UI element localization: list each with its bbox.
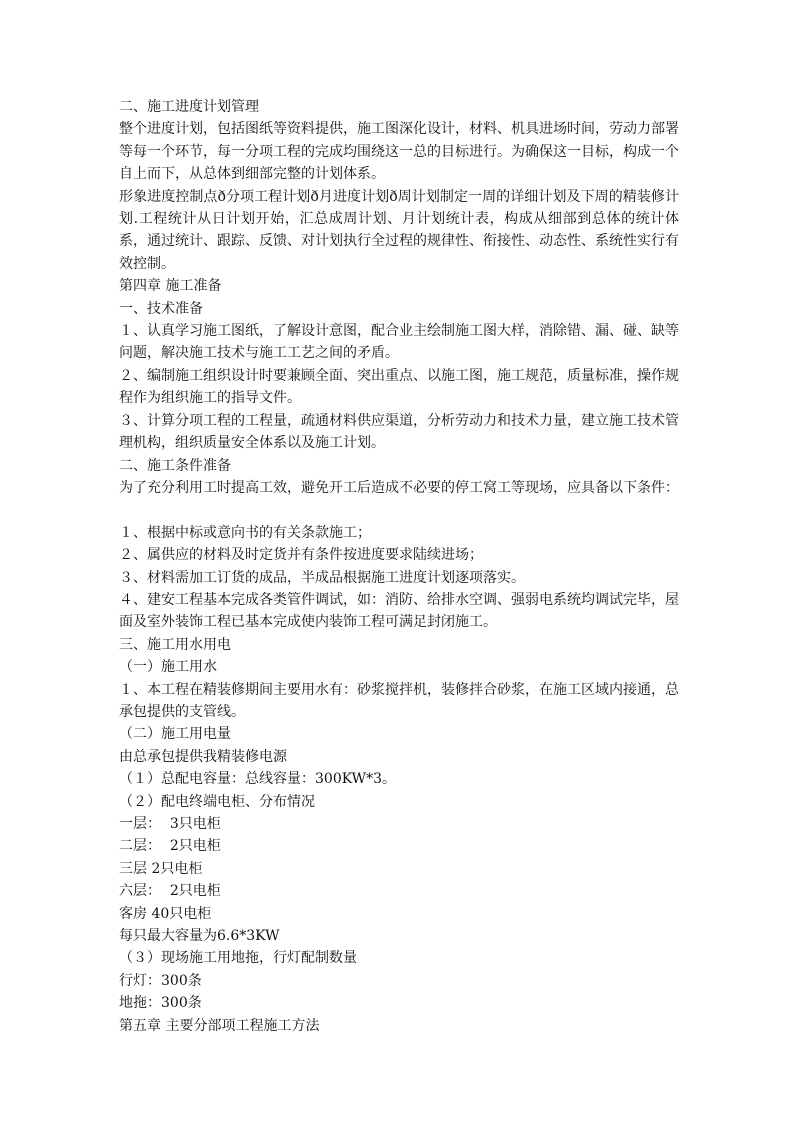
cable-count: 地拖：300条 [119,995,202,1012]
max-capacity-text: 每只最大容量为6.6*3KW [119,928,280,945]
subsection-heading-power: （二）施工用电量 [119,726,231,743]
blank-line [119,499,679,521]
chapter-title-preparation: 第四章 施工准备 [119,278,222,295]
section-heading-condition-prep: 二、施工条件准备 [119,457,231,474]
section-heading-technical-prep: 一、技术准备 [119,300,203,317]
document-page [119,96,679,1037]
guest-room-cabinets: 客房 40只电柜 [119,905,212,922]
chapter-title-construction-methods: 第五章 主要分部项工程施工方法 [119,1017,320,1034]
lamp-count: 行灯：300条 [119,972,202,989]
list-item-tech-3: ３、计算分项工程的工程量，疏通材料供应渠道，分析劳动力和技术力量，建立施工技术管理机构，组织质量安全体系以及施工计划。 [119,412,679,452]
list-item-water-1: １、本工程在精装修期间主要用水有：砂浆搅拌机，装修拌合砂浆，在施工区域内接通，总承包提供的支管线。 [119,681,679,720]
floor-6-cabinets: 六层： 2只电柜 [119,883,221,900]
list-item-power-1: （１）总配电容量：总线容量：300KW*3。 [119,771,396,788]
section-heading-water-power: 三、施工用水用电 [119,636,231,653]
list-item-tech-1: １、认真学习施工图纸，了解设计意图，配合业主绘制施工图大样，消除错、漏、碰、缺等问题，解决施工技术与施工工艺之间的矛盾。 [119,323,679,362]
list-item-tech-2: ２、编制施工组织设计时要兼顾全面、突出重点、以施工图，施工规范，质量标准，操作规程作为组织施工的指导文件。 [119,367,679,407]
paragraph-condition-intro: 为了充分利用工时提高工效，避免开工后造成不必要的停工窝工等现场，应具备以下条件： [119,479,679,496]
paragraph-progress-control: 形象进度控制点ð分项工程计划ð月进度计划ð周计划制定一周的详细计划及下周的精装修计划.工程统计从日计划开始，汇总成周计划、月计划统计表，构成从细部到总体的统计体系，通过统计、跟踪、反馈、对计划执行全过程的规律性、衔接性、动态性、系统性实行有效控制。 [119,188,679,272]
floor-2-cabinets: 二层： 2只电柜 [119,838,221,855]
paragraph-schedule-plan: 整个进度计划，包括图纸等资料提供，施工图深化设计，材料、机具进场时间，劳动力部署等每一个环节，每一分项工程的完成均围绕这一总的目标进行。为确保这一目标，构成一个自上而下，从总体到细部完整的计划体系。 [119,121,679,183]
list-item-power-2: （２）配电终端电柜、分布情况 [119,793,315,810]
list-item-cond-2: ２、属供应的材料及时定货并有条件按进度要求陆续进场； [119,547,483,564]
section-heading-schedule-management: 二、施工进度计划管理 [119,99,259,115]
floor-3-cabinets: 三层 2只电柜 [119,860,203,877]
list-item-power-3: （３）现场施工用地拖，行灯配制数量 [119,950,357,967]
list-item-cond-3: ３、材料需加工订货的成品，半成品根据施工进度计划逐项落实。 [119,569,525,586]
floor-1-cabinets: 一层： 3只电柜 [119,815,221,832]
power-source-text: 由总承包提供我精装修电源 [119,748,287,765]
list-item-cond-1: １、根据中标或意向书的有关条款施工； [119,524,371,541]
list-item-cond-4: ４、建安工程基本完成各类管件调试，如：消防、给排水空调、强弱电系统均调试完毕，屋面及室外装饰工程已基本完成使内装饰工程可满足封闭施工。 [119,591,679,631]
subsection-heading-water: （一）施工用水 [119,659,217,676]
